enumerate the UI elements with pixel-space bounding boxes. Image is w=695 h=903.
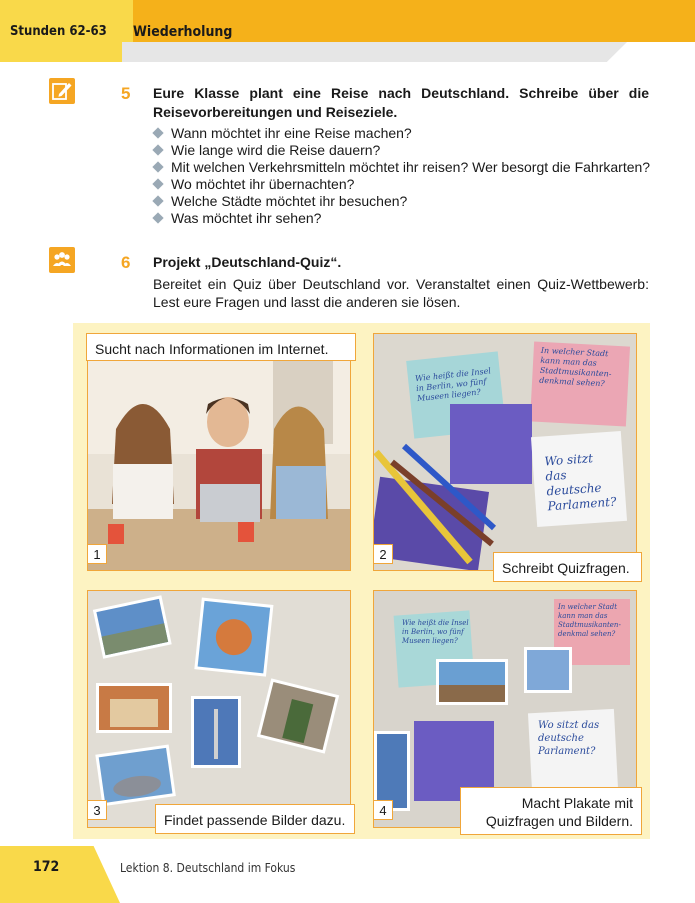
- page-number: 172: [33, 859, 60, 875]
- caption-photo-1: Sucht nach Informationen im Internet.: [86, 333, 356, 361]
- photo-number-1: 1: [87, 544, 107, 564]
- note-stadt: In welcher Stadt kann man das Stadtmusikanten-denkmal sehen?: [539, 345, 612, 389]
- caption-photo-4-line1: Macht Plakate mit: [521, 795, 633, 811]
- group-icon: [49, 247, 75, 273]
- list-item: Wo möchtet ihr übernachten?: [153, 176, 653, 193]
- note-insel-poster: Wie heißt die Insel in Berlin, wo fünf Museen liegen?: [402, 619, 469, 645]
- task-6-number: 6: [121, 253, 131, 272]
- photo-number-2: 2: [373, 544, 393, 564]
- task-6-body: Bereitet ein Quiz über Deutschland vor. Veranstaltet einen Quiz-Wettbewerb: Lest eure Fragen und lasst die anderen sie lösen.: [153, 276, 649, 310]
- caption-photo-2: Schreibt Quizfragen.: [493, 552, 642, 582]
- list-item: Wie lange wird die Reise dauern?: [153, 142, 653, 159]
- photo-landmark-pictures: [87, 590, 351, 828]
- lesson-title: Lektion 8. Deutschland im Fokus: [120, 861, 296, 875]
- photo-students-laptop: [87, 333, 351, 571]
- note-parlament-poster: Wo sitzt das deutsche Parlament?: [538, 720, 600, 757]
- photo-number-4: 4: [373, 800, 393, 820]
- header-underline: [122, 42, 627, 62]
- list-item: Was möchtet ihr sehen?: [153, 210, 653, 227]
- list-item: Welche Städte möchtet ihr besuchen?: [153, 193, 653, 210]
- note-insel: Wie heißt die Insel in Berlin, wo fünf Museen liegen?: [414, 366, 492, 404]
- list-item: Wann möchtet ihr eine Reise machen?: [153, 125, 653, 142]
- lesson-range: Stunden 62-63: [10, 24, 107, 39]
- caption-photo-3: Findet passende Bilder dazu.: [155, 804, 355, 834]
- list-item: Mit welchen Verkehrsmitteln möchtet ihr reisen? Wer besorgt die Fahrkarten?: [153, 159, 653, 176]
- task-6-heading: Projekt „Deutschland-Quiz“.: [153, 254, 342, 270]
- task-5-questions: [153, 125, 653, 227]
- caption-photo-4: [460, 787, 642, 835]
- pencil-icon: [49, 78, 75, 104]
- note-stadt-poster: In welcher Stadt kann man das Stadtmusikanten-denkmal sehen?: [558, 603, 621, 638]
- photo-sticky-notes: [373, 333, 637, 571]
- section-title: Wiederholung: [133, 24, 233, 40]
- footer-tab: [0, 846, 120, 903]
- task-5-heading: Eure Klasse plant eine Reise nach Deutschland. Schreibe über die Reisevorbereitungen und Reiseziele.: [153, 85, 649, 120]
- caption-photo-4-line2: Quizfragen und Bildern.: [485, 813, 633, 829]
- photo-number-3: 3: [87, 800, 107, 820]
- task-5-number: 5: [121, 84, 131, 103]
- note-parlament: Wo sitzt das deutsche Parlament?: [543, 451, 617, 514]
